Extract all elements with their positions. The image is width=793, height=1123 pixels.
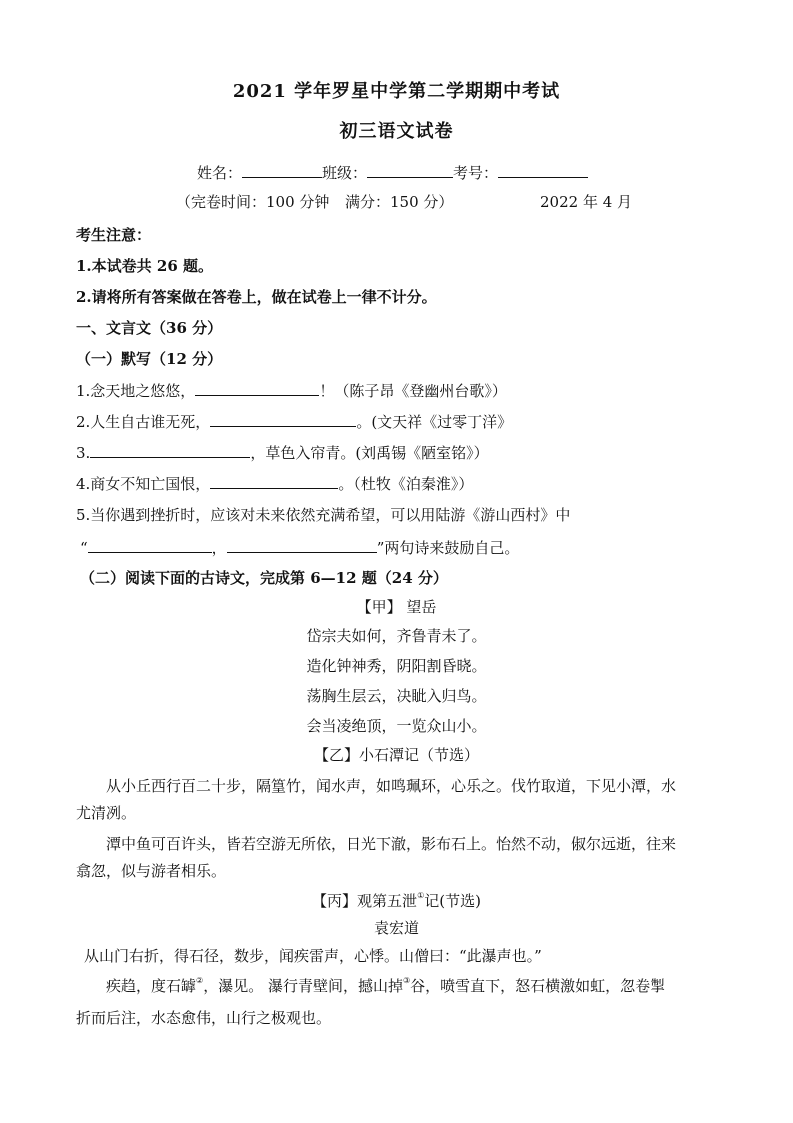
text-yi-para-1-line-2: 尤清冽。 [76, 804, 137, 822]
question-3-number: 3. [76, 444, 91, 462]
student-info-line [197, 162, 588, 183]
class-blank[interactable] [367, 162, 453, 178]
class-label: 班级： [322, 164, 368, 182]
exam-no-label: 考号： [453, 164, 499, 182]
footnote-marker-3: ③ [402, 976, 411, 985]
answer-blank-1[interactable] [195, 380, 319, 396]
poem-jia-title: 【甲】 望岳 [356, 598, 437, 616]
question-4-text: 4.商女不知亡国恨， [76, 475, 211, 493]
name-label: 姓名： [197, 164, 243, 182]
question-3-text: ，草色入帘青。(刘禹锡《陋室铭》） [250, 444, 489, 462]
section-1-heading: 一、文言文（36 分） [76, 319, 223, 337]
exam-date: 2022 年 4 月 [540, 193, 633, 211]
answer-blank-4[interactable] [210, 473, 338, 489]
notice-heading: 考生注意： [76, 226, 152, 244]
question-4 [76, 473, 473, 494]
answer-blank-5b[interactable] [227, 537, 377, 553]
text-bing-para-2-line-2: 折而后注，水态愈伟，山行之极观也。 [76, 1009, 332, 1027]
name-blank[interactable] [242, 162, 322, 178]
exam-subtitle: 初三语文试卷 [339, 121, 454, 142]
question-4-source: 。（杜牧《泊秦淮》） [338, 475, 474, 493]
score-info: 满分：150 分） [345, 193, 454, 211]
poem-jia-line-3: 荡胸生层云，决眦入归鸟。 [306, 687, 487, 705]
part-1-heading: （一）默写（12 分） [76, 350, 223, 368]
open-quote: “ [80, 539, 88, 557]
answer-blank-2[interactable] [210, 411, 356, 427]
footnote-marker-1: ① [417, 891, 425, 900]
question-2 [76, 411, 512, 432]
text-bing-p2-part-b: ，瀑见。 瀑行青壁间，撼山掉 [203, 977, 403, 995]
text-yi-title: 【乙】小石潭记（节选） [313, 746, 479, 764]
question-1-source: ！（陈子昂《登幽州台歌》） [319, 382, 507, 400]
notice-item-2: 2.请将所有答案做在答卷上，做在试卷上一律不计分。 [76, 288, 437, 306]
question-5: 5.当你遇到挫折时，应该对未来依然充满希望，可以用陆游《游山西村》中 [76, 506, 571, 524]
text-bing-title-main: 【丙】观第五泄 [312, 892, 418, 910]
question-5-blanks [80, 537, 519, 558]
exam-title: 2021 学年罗星中学第二学期期中考试 [232, 81, 561, 102]
poem-jia-line-2: 造化钟神秀，阴阳割昏晓。 [306, 657, 487, 675]
notice-item-1: 1.本试卷共 26 题。 [76, 257, 213, 275]
question-1 [76, 380, 507, 401]
answer-blank-5a[interactable] [88, 537, 212, 553]
text-yi-para-1-line-1: 从小丘西行百二十步，隔篁竹，闻水声，如鸣珮环，心乐之。伐竹取道，下见小潭，水 [106, 777, 677, 795]
question-5-tail: ”两句诗来鼓励自己。 [376, 539, 520, 557]
part-2-heading: （二）阅读下面的古诗文，完成第 6—12 题（24 分） [80, 569, 448, 587]
text-yi-para-2-line-1: 潭中鱼可百许头，皆若空游无所依，日光下澈，影布石上。怡然不动，俶尔远逝，往来 [106, 835, 677, 853]
text-bing-para-2-line-1 [106, 976, 665, 996]
text-bing-p2-part-a: 疾趋，度石罅 [106, 977, 197, 995]
text-bing-title-tail: 记(节选) [424, 892, 481, 910]
time-info: （完卷时间：100 分钟 [176, 193, 330, 211]
poem-jia-line-1: 岱宗夫如何，齐鲁青未了。 [306, 627, 487, 645]
text-bing-p2-part-c: 谷，喷雪直下，怒石横激如虹，忽卷掣 [410, 977, 666, 995]
question-2-source: 。(文天祥《过零丁洋》 [356, 413, 513, 431]
question-3 [76, 442, 489, 463]
question-2-text: 2.人生自古谁无死， [76, 413, 211, 431]
poem-jia-line-4: 会当凌绝顶，一览众山小。 [306, 717, 487, 735]
text-yi-para-2-line-2: 翕忽，似与游者相乐。 [76, 862, 227, 880]
exam-no-blank[interactable] [498, 162, 588, 178]
text-bing-title [0, 891, 793, 911]
answer-blank-3[interactable] [90, 442, 250, 458]
footnote-marker-2: ② [196, 976, 204, 985]
blank-separator: ， [211, 539, 227, 557]
question-1-text: 1.念天地之悠悠， [76, 382, 196, 400]
text-bing-para-1: 从山门右折，得石径，数步，闻疾雷声，心悸。山僧曰：“此瀑声也。” [84, 947, 542, 965]
text-bing-author: 袁宏道 [373, 919, 419, 937]
